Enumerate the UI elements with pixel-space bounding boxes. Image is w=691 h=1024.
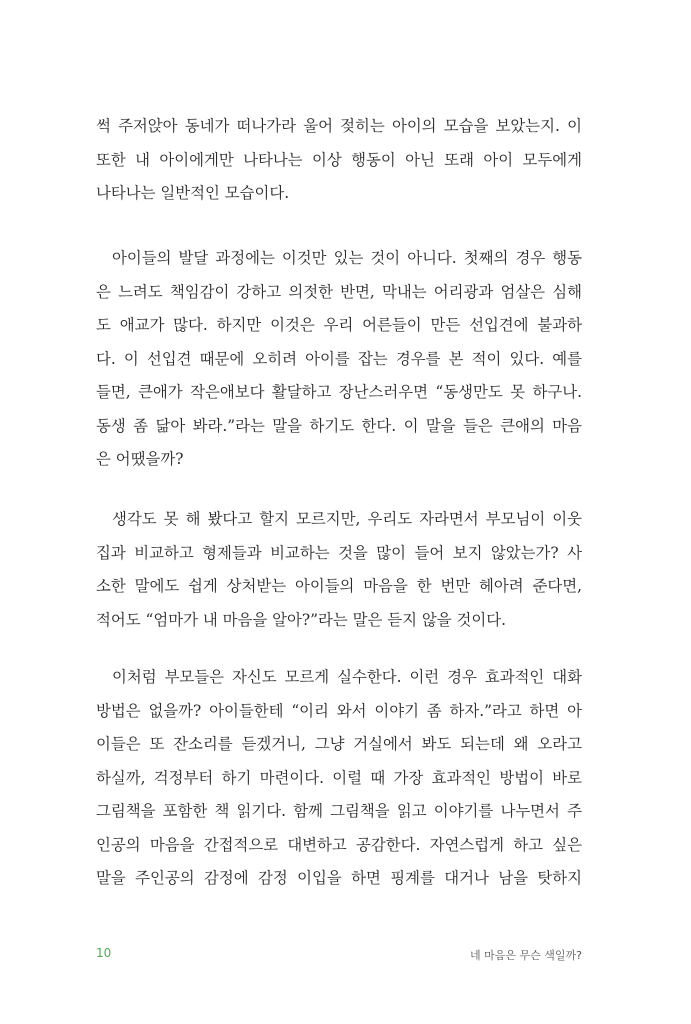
text-line: 방법은 없을까? 아이들한테 “이리 와서 이야기 좀 하자.”라고 하면 아 (96, 701, 582, 720)
text-line: 나타나는 일반적인 모습이다. (96, 184, 290, 202)
text-line: 말을 주인공의 감정에 감정 이입을 하면 핑계를 대거나 남을 탓하지 (96, 869, 582, 887)
text-line: 도 애교가 많다. 하지만 이것은 우리 어른들이 만든 선입견에 불과하 (96, 316, 582, 334)
text-line: 다. 이 선입견 때문에 오히려 아이를 잡는 경우를 본 적이 있다. 예를 (96, 349, 582, 368)
text-line: 이들은 또 잔소리를 듣겠거니, 그냥 거실에서 봐도 되는데 왜 오라고 (96, 735, 582, 753)
paragraph-1 (96, 110, 582, 211)
text-line: 소한 말에도 쉽게 상처받는 아이들의 마음을 한 번만 헤아려 준다면, (96, 577, 582, 595)
paragraph-3 (96, 503, 582, 637)
running-title: 네 마음은 무슨 색일까? (470, 949, 582, 962)
paragraph-2 (96, 242, 582, 477)
text-line: 들면, 큰애가 작은애보다 활달하고 장난스러우면 “동생만도 못 하구나. (96, 383, 582, 401)
text-line: 인공의 마음을 간접적으로 대변하고 공감한다. 자연스럽게 하고 싶은 (96, 835, 582, 854)
text-line: 하실까, 걱정부터 하기 마련이다. 이럴 때 가장 효과적인 방법이 바로 (96, 768, 582, 787)
text-line: 은 느려도 책임감이 강하고 의젓한 반면, 막내는 어리광과 엄살은 심해 (96, 282, 582, 301)
text-line: 아이들의 발달 과정에는 이것만 있는 것이 아니다. 첫째의 경우 행동 (112, 249, 582, 267)
text-line: 이처럼 부모들은 자신도 모르게 실수한다. 이런 경우 효과적인 대화 (112, 668, 582, 686)
page-number: 10 (96, 946, 112, 960)
text-line: 은 어땠을까? (96, 450, 184, 468)
text-line: 또한 내 아이에게만 나타나는 이상 행동이 아닌 또래 아이 모두에게 (96, 150, 582, 169)
text-line: 집과 비교하고 형제들과 비교하는 것을 많이 들어 보지 않았는가? 사 (96, 543, 582, 562)
text-line: 썩 주저앉아 동네가 떠나가라 울어 젖히는 아이의 모습을 보았는지. 이 (96, 117, 582, 135)
text-line: 생각도 못 해 봤다고 할지 모르지만, 우리도 자라면서 부모님이 이웃 (112, 510, 582, 528)
text-line: 적어도 “엄마가 내 마음을 알아?”라는 말은 듣지 않을 것이다. (96, 610, 506, 629)
text-line: 그림책을 포함한 책 읽기다. 함께 그림책을 읽고 이야기를 나누면서 주 (96, 802, 582, 820)
text-line: 동생 좀 닮아 봐라.”라는 말을 하기도 한다. 이 말을 들은 큰애의 마음 (96, 416, 582, 435)
paragraph-4 (96, 661, 582, 896)
